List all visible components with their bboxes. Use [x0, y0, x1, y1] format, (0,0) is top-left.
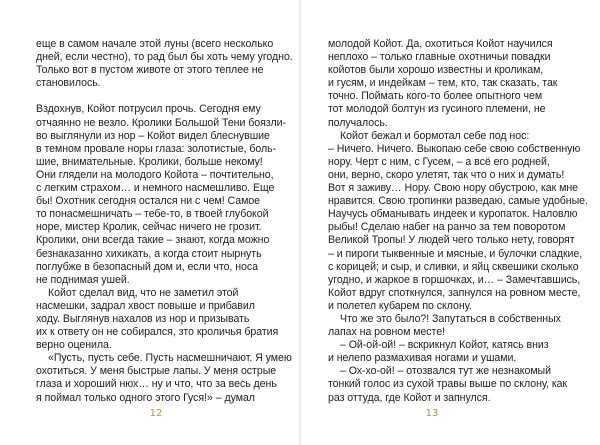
text-line: Койот вдруг споткнулся, запнулся на ровном месте,	[328, 286, 581, 299]
text-line: – и пироги тыквенные и мясные, и булочки сладкие,	[328, 247, 583, 260]
text-line: молодой Койот. Да, охотиться Койот научился	[328, 38, 553, 50]
text-line: койотов были хорошо известны и кроликам,	[328, 64, 544, 77]
text-line: Кролики, они всегда такие – знают, когда можно	[36, 234, 270, 247]
right-page-number: 13	[425, 408, 439, 419]
text-line: и нелепо размахивая ногами и ушами.	[328, 352, 517, 365]
text-line: поглубже в безопасный дом и, если что, носа	[36, 260, 258, 273]
text-line: с корицей; и сыр, и сливки, и яйц сквешики сколько	[328, 260, 579, 273]
text-line: – Ничего. Ничего. Выкопаю себе свою собственную	[328, 142, 581, 155]
text-line: получалось.	[328, 116, 388, 129]
text-line: они, верно, скоро улетят, так что о них и думать!	[328, 168, 565, 181]
text-line: Научусь обманывать индеек и куропаток. Наловлю	[328, 208, 578, 221]
text-line: Вот я заживу… Нору. Свою нору обустрою, как мне	[328, 182, 578, 195]
text-line: не поднимая ушей.	[36, 273, 130, 286]
text-line: и полетел кубарем по склону.	[328, 299, 472, 312]
text-line: насмешки, задрал хвост повыше и прибавил	[36, 299, 255, 312]
text-line: их к ответу он не собирался, зто кроличья братия	[36, 326, 279, 339]
text-line: Койот бежал и бормотал себе под нос:	[340, 129, 530, 142]
text-line: нору. Черт с ним, с Гусем, – а всё его родней,	[328, 155, 550, 168]
text-line: рыбы! Сделаю набег на ранчо за тем поворотом	[328, 221, 566, 234]
text-line: тот молодой болтун из гусиного племени, не	[328, 103, 546, 116]
text-line: норе, мистер Кролик, сейчас ничего не грозит.	[36, 221, 262, 234]
paragraph-gap	[36, 90, 276, 103]
text-line: в темном провале норы глаза: золотистые, боль-	[36, 142, 277, 155]
text-line: Что же это было?! Запутаться в собственных	[340, 312, 561, 325]
text-line: во выглянули из нор – Койот видел блеснувшие	[36, 129, 270, 142]
text-line: нравится. Свою тропинки разведаю, самые удобные.	[328, 195, 588, 208]
text-line: неплохо – только главные охотничьи повадки	[328, 51, 551, 64]
right-page	[300, 0, 600, 445]
text-line: еще в самом начале этой луны (всего несколько	[36, 38, 274, 50]
text-line: точно. Поймать кого-то более опытного чем	[328, 90, 543, 103]
text-line: Великой Тропы! У людей чего только нету, говорят	[328, 234, 575, 247]
text-line: то понасмешничать – тебе-то, в твоей глубокой	[36, 208, 269, 221]
text-line: бы! Охотник сегодня остался ни с чем! Самое	[36, 195, 260, 208]
text-line: и гусям, и индейкам – тем, кто, так сказать, так	[328, 77, 558, 90]
text-line: тонкий голос из сухой травы выше по склону, как	[328, 378, 568, 391]
text-line: Только вот в пустом животе от этого теплее не	[36, 64, 264, 77]
text-line: с легким страхом… и немного насмешливо. Еще	[36, 182, 275, 195]
text-line: отчаянно не везло. Кролики Большой Тени боязли-	[36, 116, 286, 129]
text-line: я поймал только одного этого Гуся!» – думал	[36, 391, 255, 404]
text-line: Вздохнув, Койот потрусил прочь. Сегодня ему	[36, 103, 261, 116]
text-line: лапах на ровном месте!	[328, 326, 445, 339]
text-line: глаза и хороший нюх… ну и что, что за весь день	[36, 378, 277, 391]
text-line: охотиться. У меня быстрые лапы. У меня острые	[36, 365, 277, 378]
text-line: становилось.	[36, 77, 101, 90]
text-line: раз оттуда, где Койот и запнулся.	[328, 391, 491, 404]
text-line: безнаказанно хихикать, а когда стоит нырнуть	[36, 247, 262, 260]
text-line: шие, внимательные. Кролики, больше некому!	[36, 155, 263, 168]
text-line: – Ой-ой-ой! – вскрикнул Койот, катясь вниз	[340, 339, 549, 352]
text-line: – Ох-хо-ой! – отозвался тут же незнакомый	[340, 365, 551, 378]
left-page-number: 12	[149, 408, 163, 419]
text-line: Койот сделал вид, что не заметил этой	[48, 286, 239, 299]
text-line: угодно, и жаркое в горшочках, и… – Замечтавшись,	[328, 273, 581, 286]
text-line: дней, если честно), то рад был бы хоть чему угодно.	[36, 51, 293, 64]
text-line: ходу. Выглянув нахалов из нор и призывать	[36, 312, 250, 325]
text-line: «Пусть, пусть себе. Пусть насмешничают. Я умею	[48, 352, 292, 365]
text-line: Они глядели на молодого Койота – почтительно,	[36, 168, 274, 181]
text-line: верно оценила.	[36, 339, 112, 352]
